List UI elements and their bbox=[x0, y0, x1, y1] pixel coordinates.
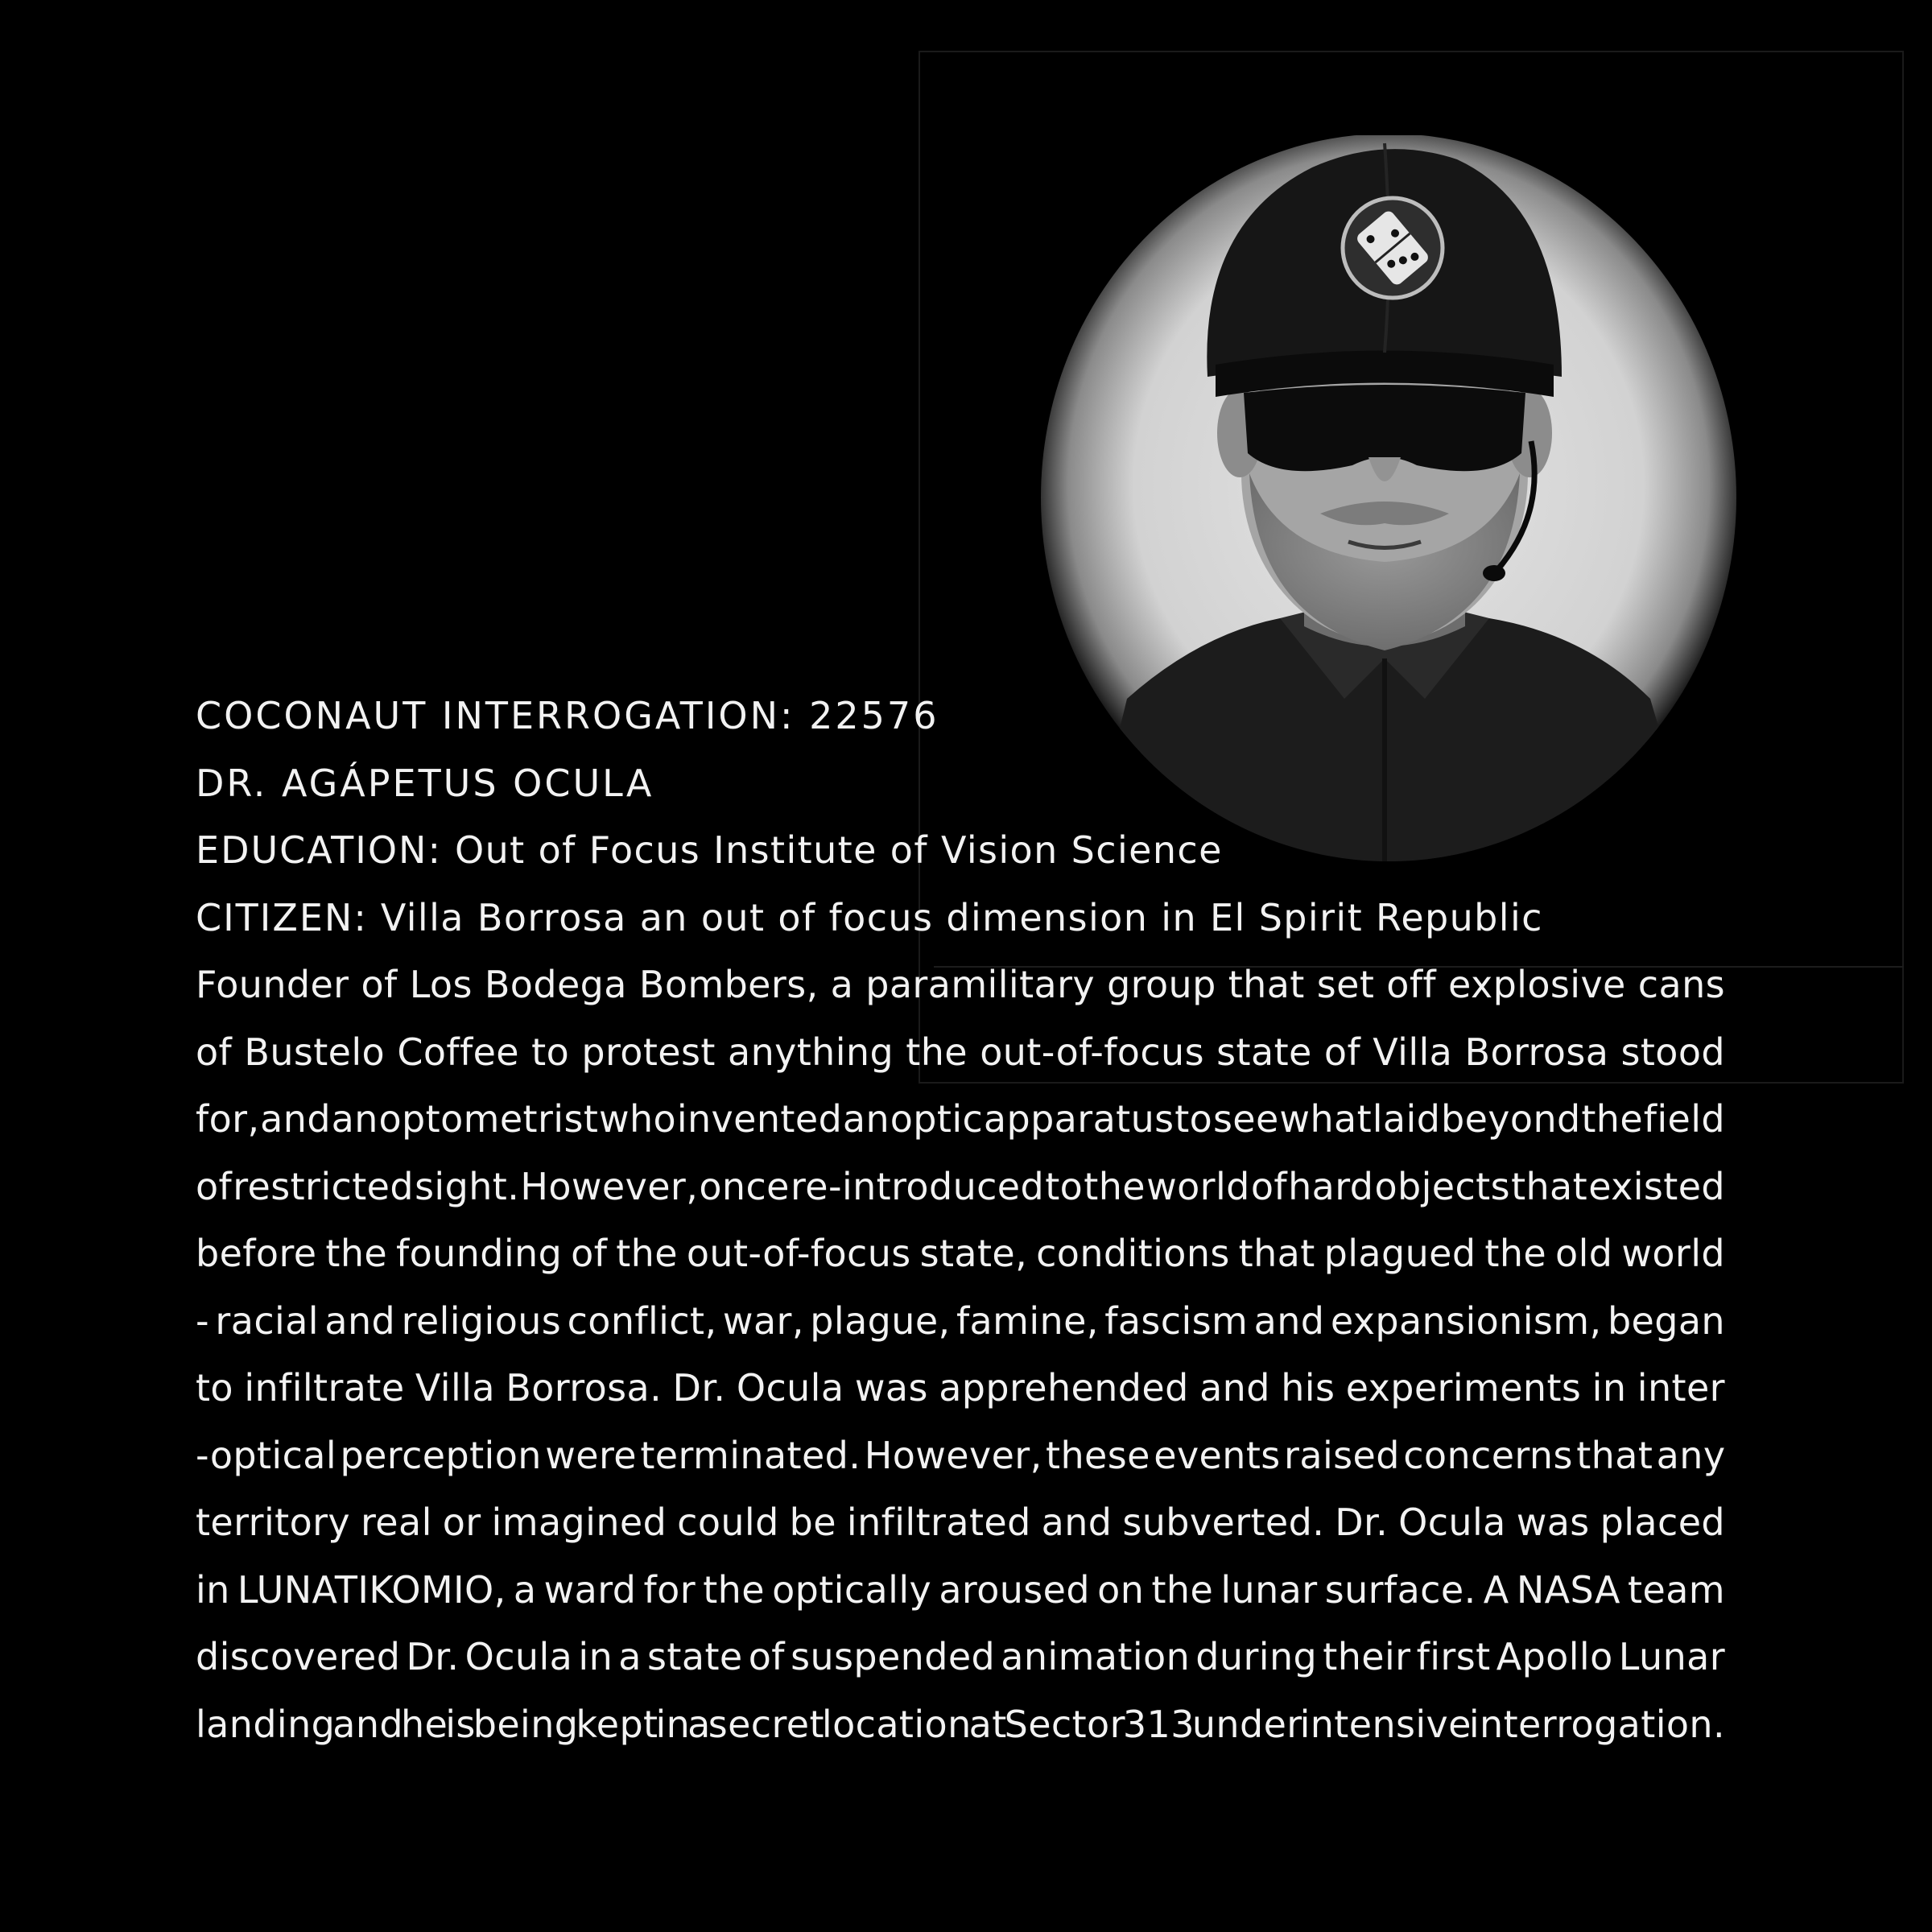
bio-line: -optical perception were terminated. However, these events raised concerns that any bbox=[196, 1433, 1726, 1477]
bio-line: of Bustelo Coffee to protest anything the out-of-focus state of Villa Borrosa stood bbox=[196, 1030, 1725, 1074]
bio-line: to infiltrate Villa Borrosa. Dr. Ocula was apprehended and his experiments in inter bbox=[196, 1366, 1725, 1410]
education-label: EDUCATION: bbox=[196, 828, 442, 872]
bio-line: landing and he is being kept in a secret location at Sector 313 under intensive interrogation. bbox=[196, 1702, 1725, 1746]
biography-paragraph bbox=[196, 952, 1725, 1758]
citizen-line bbox=[196, 885, 1741, 952]
bio-line: territory real or imagined could be infiltrated and subverted. Dr. Ocula was placed bbox=[196, 1501, 1725, 1544]
citizen-label: CITIZEN: bbox=[196, 895, 368, 939]
bio-line: discovered Dr. Ocula in a state of suspended animation during their first Apollo Lunar bbox=[196, 1635, 1726, 1678]
citizen-value: Villa Borrosa an out of focus dimension in El Spirit Republic bbox=[380, 895, 1543, 939]
education-line bbox=[196, 817, 1741, 885]
bio-line: in LUNATIKOMIO, a ward for the optically aroused on the lunar surface. A NASA team bbox=[196, 1567, 1725, 1612]
interrogation-title: COCONAUT INTERROGATION: 22576 bbox=[196, 694, 939, 737]
bio-line: Founder of Los Bodega Bombers, a paramilitary group that set off explosive cans bbox=[196, 963, 1725, 1006]
subject-name: DR. AGÁPETUS OCULA bbox=[196, 761, 654, 805]
dossier-text bbox=[196, 683, 1741, 1758]
bio-line: for, and an optometrist who invented an optic apparatus to see what laid beyond the field bbox=[196, 1097, 1725, 1141]
education-value: Out of Focus Institute of Vision Science bbox=[454, 828, 1223, 872]
bio-line: of restricted sight. However, once re-introduced to the world of hard objects that existed bbox=[196, 1164, 1725, 1208]
bio-line: - racial and religious conflict, war, plague, famine, fascism and expansionism, began bbox=[196, 1298, 1725, 1343]
bio-line: before the founding of the out-of-focus state, conditions that plagued the old world bbox=[196, 1232, 1725, 1275]
